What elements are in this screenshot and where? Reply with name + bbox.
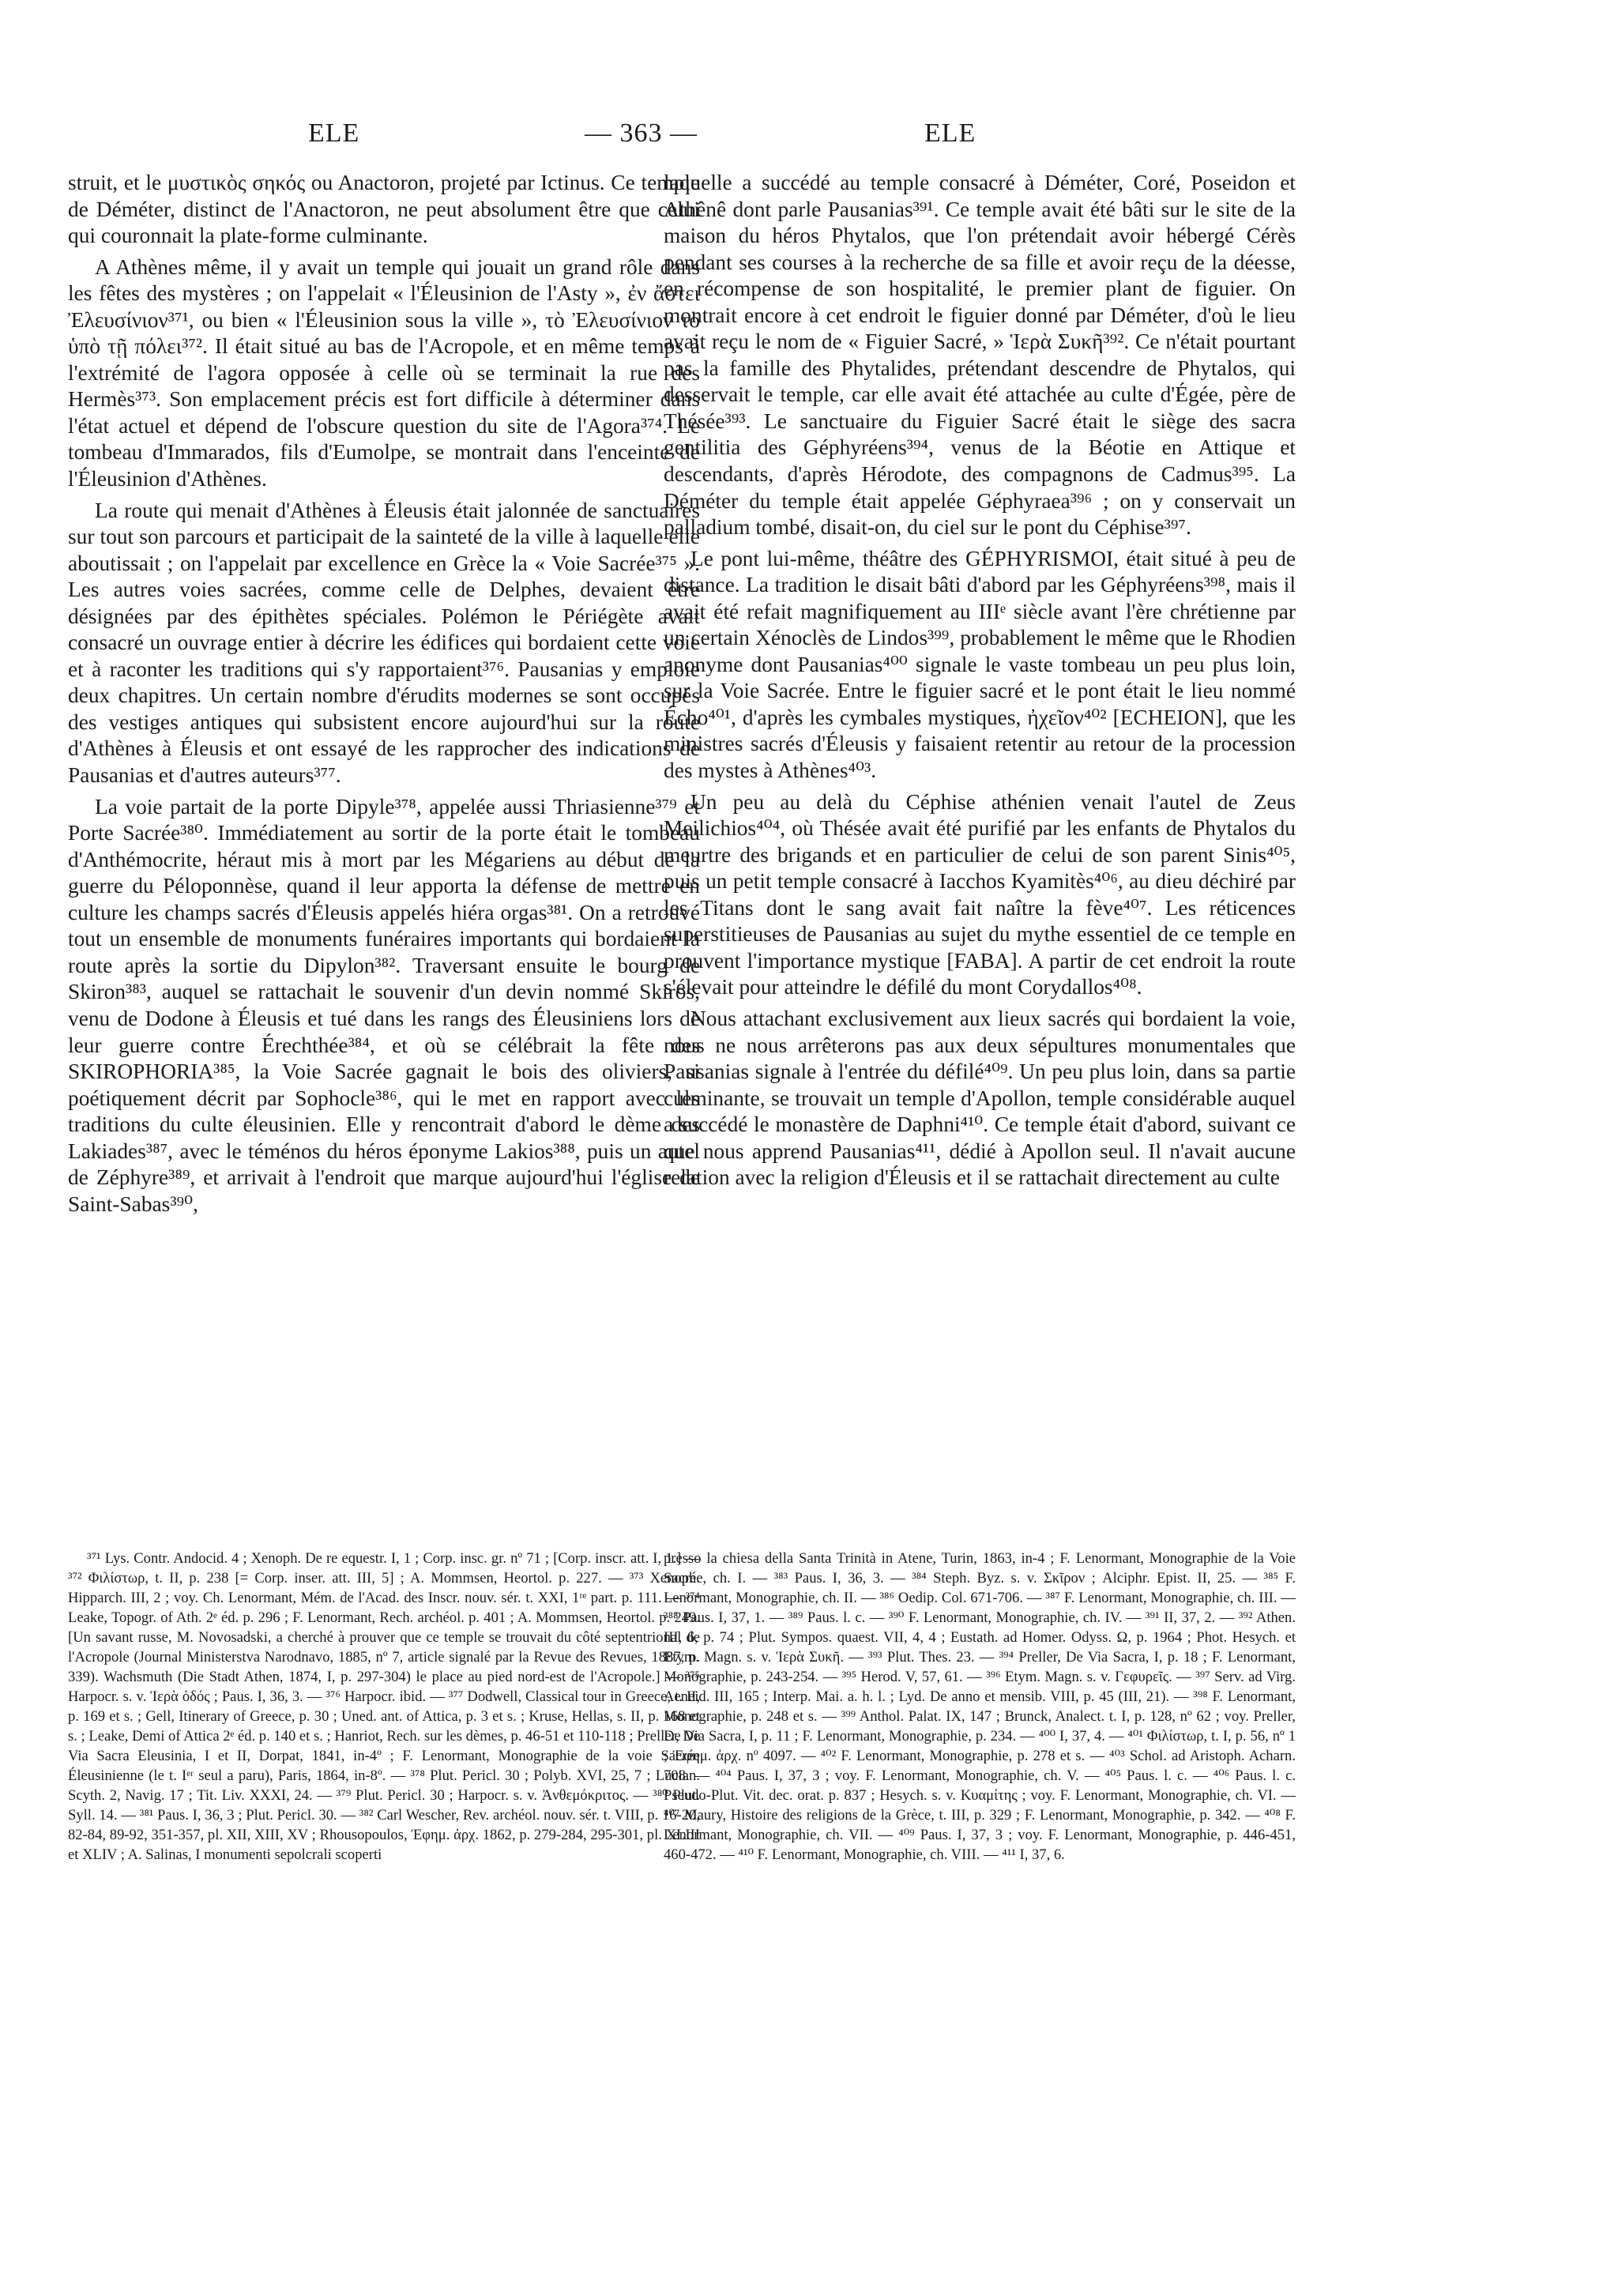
page-number: — 363 — [585, 119, 698, 148]
paragraph: Un peu au delà du Céphise athénien venait l'autel de Zeus Meilichios⁴⁰⁴, où Thésée avait été purifié par les enfants de Phytalos du meurtre des brigands et en particulier de celui de son parent Sinis⁴⁰⁵, puis un petit temple consacré à Iacchos Kyamitès⁴⁰⁶, au dieu déchiré par les Titans dont le sang avait fait naître la fève⁴⁰⁷. Les réticences superstitieuses de Pausanias au sujet du mythe essentiel de ce temple en prouvent l'importance mystique [FABA]. A partir de cet endroit la route s'élevait pour atteindre le défilé du mont Corydallos⁴⁰⁸. [664, 789, 1296, 999]
paragraph: Le pont lui-même, théâtre des GÉPHYRISMOI, était situé à peu de distance. La tradition le disait bâti d'abord par les Géphyréens³⁹⁸, mais il avait été refait magnifiquement au IIIᵉ siècle avant l'ère chrétienne par un certain Xénoclès de Lindos³⁹⁹, probablement le même que le Rhodien anonyme dont Pausanias⁴⁰⁰ signale le vaste tombeau un peu plus loin, sur la Voie Sacrée. Entre le figuier sacré et le pont était le lieu nommé Écho⁴⁰¹, d'après les cymbales mystiques, ἠχεῖον⁴⁰² [ECHEION], que les ministres sacrés d'Éleusis y faisaient retentir au retour de la procession des mystes à Athènes⁴⁰³. [664, 546, 1296, 783]
paragraph: laquelle a succédé au temple consacré à Déméter, Coré, Poseidon et Athênê dont parle Pausanias³⁹¹. Ce temple avait été bâti sur le site de la maison du héros Phytalos, que l'on prétendait avoir hébergé Cérès pendant ses courses à la recherche de sa fille et avoir reçu de la déesse, en récompense de son hospitalité, le premier plant de figuier. On montrait encore à cet endroit le figuier donné par Déméter, d'où le lieu avait reçu le nom de « Figuier Sacré, » Ἱερὰ Συκῆ³⁹². Ce n'était pourtant pas la famille des Phytalides, prétendant descendre de Phytalos, qui desservait le temple, car elle avait été attachée au culte d'Égée, père de Thésée³⁹³. Le sanctuaire du Figuier Sacré était le siège des sacra gentilitia des Géphyréens³⁹⁴, venus de la Béotie en Attique et descendants, d'après Hérodote, des compagnons de Cadmus³⁹⁵. La Déméter du temple était appelée Géphyraea³⁹⁶ ; on y conservait un palladium tombé, disait-on, du ciel sur le pont du Céphise³⁹⁷. [664, 171, 1296, 540]
paragraph: Nous attachant exclusivement aux lieux sacrés qui bordaient la voie, nous ne nous arrêterons pas aux deux sépultures monumentales que Pausanias signale à l'entrée du défilé⁴⁰⁹. Un peu plus loin, dans sa partie culminante, se trouvait un temple d'Apollon, temple considérable auquel a succédé le monastère de Daphni⁴¹⁰. Ce temple était d'abord, suivant ce que nous apprend Pausanias⁴¹¹, dédié à Apollon seul. Il n'avait aucune relation avec la religion d'Éleusis et il se rattachait directement au culte [664, 1006, 1296, 1190]
left-column [68, 170, 700, 1222]
running-header-right: ELE [924, 119, 976, 148]
paragraph: struit, et le μυστικὸς σηκός ou Anactoron, projeté par Ictinus. Ce temple de Déméter, distinct de l'Anactoron, ne peut absolument être que celui qui couronnait la plate-forme culminante. [68, 171, 700, 248]
footnote-block: ³⁷¹ Lys. Contr. Andocid. 4 ; Xenoph. De re equestr. I, 1 ; Corp. insc. gr. nº 71 ; [Corp. inscr. att. I, 1.] — ³⁷² Φιλίστωρ, t. II, p. 238 [= Corp. inser. att. III, 5] ; A. Mommsen, Heortol. p. 227. — ³⁷³ Xenoph. Hipparch. III, 2 ; voy. Ch. Lenormant, Mém. de l'Acad. des Inscr. nouv. sér. t. XXI, 1ʳᵉ part. p. 111. — ³⁷⁴ Leake, Topogr. of Ath. 2ᵉ éd. p. 296 ; F. Lenormant, Rech. archéol. p. 401 ; A. Mommsen, Heortol. p. 249. [Un savant russe, M. Novosadski, a cherché à prouver que ce temple se trouvait du côté septentrional de l'Acropole (Journal Ministerstva Narodnavo, 1885, nº 7, article signalé par la Revue des Revues, 1887, p. 339). Wachsmuth (Die Stadt Athen, 1874, I, p. 297-304) le place au pied nord-est de l'Acropole.] — ³⁷⁵ Harpocr. s. v. Ἱερὰ ὁδός ; Paus. I, 36, 3. — ³⁷⁶ Harpocr. ibid. — ³⁷⁷ Dodwell, Classical tour in Greece, t. II, p. 169 et s. ; Gell, Itinerary of Greece, p. 30 ; Uned. ant. of Attica, p. 3 et s. ; Kruse, Hellas, s. II, p. 168 et s. ; Leake, Demi of Attica 2ᵉ éd. p. 140 et s. ; Hanriot, Rech. sur les dèmes, p. 46-51 et 110-118 ; Preller, De Via Sacra Eleusinia, I et II, Dorpat, 1841, in-4º ; F. Lenormant, Monographie de la voie Sacrée Éleusinienne (le t. Iᵉʳ seul a paru), Paris, 1864, in-8º. — ³⁷⁸ Plut. Pericl. 30 ; Polyb. XVI, 25, 7 ; Lucian. Scyth. 2, Navig. 17 ; Tit. Liv. XXXI, 24. — ³⁷⁹ Plut. Pericl. 30 ; Harpocr. s. v. Ἀνθεμόκριτος. — ³⁸⁰ Plut. Syll. 14. — ³⁸¹ Paus. I, 36, 3 ; Plut. Pericl. 30. — ³⁸² Carl Wescher, Rev. archéol. nouv. sér. t. VIII, p. 16-20, 82-84, 89-92, 351-357, pl. XII, XIII, XV ; Rhousopoulos, Ἐφημ. ἀρχ. 1862, p. 279-284, 295-301, pl. XLIII et XLIV ; A. Salinas, I monumenti sepolcrali scoperti [68, 1550, 700, 1863]
right-column [664, 170, 1296, 1196]
footnotes-left [68, 1549, 700, 1865]
running-header-left: ELE [308, 119, 360, 148]
paragraph: La route qui menait d'Athènes à Éleusis était jalonnée de sanctuaires sur tout son parcours et participait de la sainteté de la ville à laquelle elle aboutissait ; on l'appelait par excellence en Grèce la « Voie Sacrée³⁷⁵ ». Les autres voies sacrées, comme celle de Delphes, devaient être désignées par des épithètes spéciales. Polémon le Périégète avait consacré un ouvrage entier à décrire les édifices qui bordaient cette voie et à raconter les traditions qui s'y rapportaient³⁷⁶. Pausanias y emploie deux chapitres. Un certain nombre d'érudits modernes se sont occupés des vestiges antiques qui subsistent encore aujourd'hui sur la route d'Athènes à Éleusis et ont essayé de les rapprocher des indications de Pausanias et d'autres auteurs³⁷⁷. [68, 498, 700, 788]
footnote-block: presso la chiesa della Santa Trinità in Atene, Turin, 1863, in-4 ; F. Lenormant, Monographie de la Voie Sacrée, ch. I. — ³⁸³ Paus. I, 36, 3. — ³⁸⁴ Steph. Byz. s. v. Σκῖρον ; Alciphr. Epist. II, 25. — ³⁸⁵ F. Lenormant, Monographie, ch. II. — ³⁸⁶ Oedip. Col. 671-706. — ³⁸⁷ F. Lenormant, Monographie, ch. III. — ³⁸⁸ Paus. I, 37, 1. — ³⁸⁹ Paus. l. c. — ³⁹⁰ F. Lenormant, Monographie, ch. IV. — ³⁹¹ II, 37, 2. — ³⁹² Athen. III, 6, p. 74 ; Plut. Sympos. quaest. VII, 4, 4 ; Eustath. ad Homer. Odyss. Ω, p. 1964 ; Phot. Hesych. et Etym. Magn. s. v. Ἱερὰ Συκῆ. — ³⁹³ Plut. Thes. 23. — ³⁹⁴ Preller, De Via Sacra, I, p. 18 ; F. Lenormant, Monographie, p. 243-254. — ³⁹⁵ Herod. V, 57, 61. — ³⁹⁶ Etym. Magn. s. v. Γεφυρεῖς. — ³⁹⁷ Serv. ad Virg. Aeneid. III, 165 ; Interp. Mai. a. h. l. ; Lyd. De anno et mensib. VIII, p. 45 (III, 21). — ³⁹⁸ F. Lenormant, Monographie, p. 248 et s. — ³⁹⁹ Anthol. Palat. IX, 147 ; Brunck, Analect. t. I, p. 128, nº 62 ; voy. Preller, De Via Sacra, I, p. 11 ; F. Lenormant, Monographie, p. 234. — ⁴⁰⁰ I, 37, 4. — ⁴⁰¹ Φιλίστωρ, t. I, p. 56, nº 1 ; Ἐφημ. ἀρχ. nº 4097. — ⁴⁰² F. Lenormant, Monographie, p. 278 et s. — ⁴⁰³ Schol. ad Aristoph. Acharn. 708. — ⁴⁰⁴ Paus. I, 37, 3 ; voy. F. Lenormant, Monographie, ch. V. — ⁴⁰⁵ Paus. l. c. — ⁴⁰⁶ Paus. l. c. Pseudo-Plut. Vit. dec. orat. p. 837 ; Hesych. s. v. Κυαμίτης ; voy. F. Lenormant, Monographie, ch. VI. — ⁴⁰⁷ Maury, Histoire des religions de la Grèce, t. III, p. 329 ; F. Lenormant, Monographie, p. 342. — ⁴⁰⁸ F. Lenormant, Monographie, ch. VII. — ⁴⁰⁹ Paus. I, 37, 3 ; voy. F. Lenormant, Monographie, p. 446-451, 460-472. — ⁴¹⁰ F. Lenormant, Monographie, ch. VIII. — ⁴¹¹ I, 37, 6. [664, 1550, 1296, 1863]
paragraph: A Athènes même, il y avait un temple qui jouait un grand rôle dans les fêtes des mystères ; on l'appelait « l'Éleusinion de l'Asty », ἐν ἄστει Ἐλευσίνιον³⁷¹, ou bien « l'Éleusinion sous la ville », τὸ Ἐλευσίνιον τὸ ὑπὸ τῇ πόλει³⁷². Il était situé au bas de l'Acropole, et en même temps à l'extrémité de l'agora opposée à celle où se terminait la rue des Hermès³⁷³. Son emplacement précis est fort difficile à déterminer dans l'état actuel et dépend de l'obscure question du site de l'Agora³⁷⁴. Le tombeau d'Immarados, fils d'Eumolpe, se montrait dans l'enceinte de l'Éleusinion d'Athènes. [68, 254, 700, 491]
paragraph: La voie partait de la porte Dipyle³⁷⁸, appelée aussi Thriasienne³⁷⁹ et Porte Sacrée³⁸⁰. Immédiatement au sortir de la porte était le tombeau d'Anthémocrite, héraut mis à mort par les Mégariens au début de la guerre du Péloponnèse, quand il leur apporta la défense de mettre en culture les champs sacrés d'Éleusis appelés hiéra orgas³⁸¹. On a retrouvé tout un ensemble de monuments funéraires importants qui bordaient la route après la sortie du Dipylon³⁸². Traversant ensuite le bourg de Skiron³⁸³, auquel se rattachait le souvenir d'un devin nommé Skiros, venu de Dodone à Éleusis et tué dans les rangs des Éleusiniens lors de leur guerre contre Érechthée³⁸⁴, et où se célébrait la fête des SKIROPHORIA³⁸⁵, la Voie Sacrée gagnait le bois des oliviers, si poétiquement décrit par Sophocle³⁸⁶, qui le met en rapport avec les traditions du culte éleusinien. Elle y rencontrait d'abord le dème des Lakiades³⁸⁷, avec le téménos du héros éponyme Lakios³⁸⁸, puis un autel de Zéphyre³⁸⁹, et arrivait à l'endroit que marque aujourd'hui l'église de Saint-Sabas³⁹⁰, [68, 794, 700, 1216]
footnotes-right [664, 1549, 1296, 1865]
